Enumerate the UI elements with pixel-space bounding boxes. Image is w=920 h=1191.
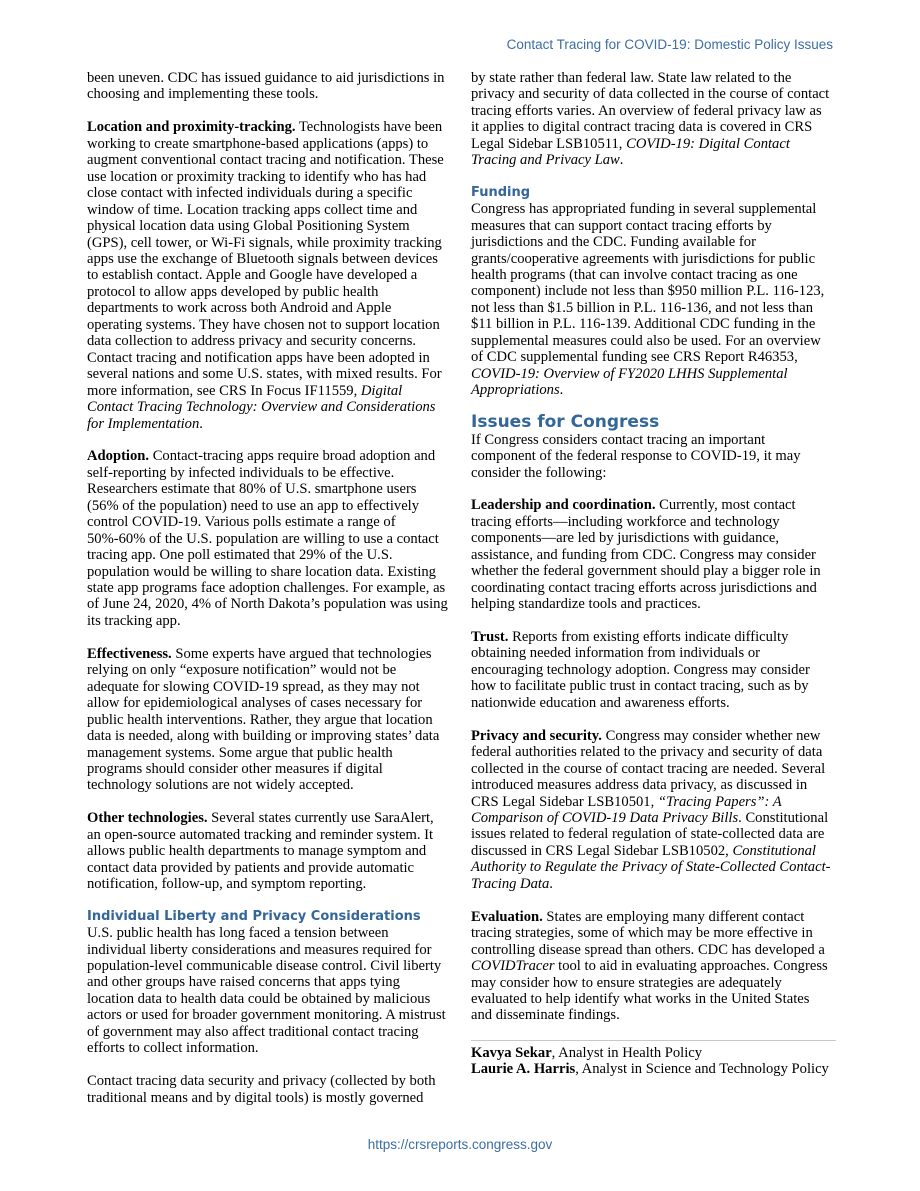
author-divider bbox=[471, 1040, 836, 1041]
paragraph-lead: Trust. bbox=[471, 629, 509, 646]
paragraph-leadership bbox=[471, 497, 833, 612]
paragraph-lead: Location and proximity-tracking. bbox=[87, 119, 296, 136]
paragraph-other-technologies bbox=[87, 810, 449, 892]
author-name: Kavya Sekar bbox=[471, 1044, 552, 1061]
left-column bbox=[87, 70, 449, 1106]
paragraph-continuation: been uneven. CDC has issued guidance to aid jurisdictions in choosing and implementing these tools. bbox=[87, 70, 445, 103]
running-header: Contact Tracing for COVID-19: Domestic Policy Issues bbox=[506, 37, 833, 52]
paragraph-state-law: by state rather than federal law. State law related to the privacy and security of data collected in the course of contact tracing efforts varies. An overview of federal privacy law as it applies to digital contract tracing data is covered in CRS Legal Sidebar LSB10511, COVID-19: Digital Contact Tracing and Privacy Law. bbox=[471, 70, 830, 169]
paragraph-body: Currently, most contact tracing efforts—including workforce and technology components—are led by jurisdictions with guidance, assistance, and funding from CDC. Congress may consider whether the federal government should play a bigger role in coordinating contact tracing efforts across jurisdictions and helping standardize tools and practices. bbox=[471, 497, 821, 613]
paragraph-data-security: Contact tracing data security and privacy (collected by both traditional means and by digital tools) is mostly governed bbox=[87, 1073, 436, 1106]
paragraph-lead: Privacy and security. bbox=[471, 727, 602, 744]
author-block bbox=[471, 1045, 833, 1078]
paragraph-body: Technologists have been working to create smartphone-based applications (apps) to augment conventional contact tracing and notification. These use location or proximity tracking to identify who has had close contact with infected individuals during a specific window of time. Location tracking apps collect time and physical location data using Global Positioning System (GPS), cell tower, or Wi-Fi signals, while proximity tracking apps use the exchange of Bluetooth signals between devices to establish contact. Apple and Google have developed a protocol to allow apps developed by public health departments to work across both Android and Apple operating systems. They have chosen not to support location data collection to address privacy and security concerns. Contact tracing and notification apps have been adopted in several nations and some U.S. states, with mixed results. For more information, see CRS In Focus IF11559, bbox=[87, 119, 444, 399]
paragraph-lead: Leadership and coordination. bbox=[471, 497, 656, 514]
paragraph-body: Several states currently use SaraAlert, an open-source automated tracking and reminder system. It allows public health departments to manage symptom and contact data provided by patients and provide automatic notification, follow-up, and symptom reporting. bbox=[87, 810, 434, 893]
section-heading-funding: Funding bbox=[471, 184, 531, 200]
paragraph-issues-intro: If Congress considers contact tracing an important component of the federal response to COVID-19, it may consider the following: bbox=[471, 431, 801, 481]
report-reference: COVID-19: Digital Contact Tracing and Privacy Law bbox=[471, 135, 790, 169]
report-reference: COVID-19: Overview of FY2020 LHHS Supplemental Appropriations bbox=[471, 365, 788, 399]
paragraph-body: Some experts have argued that technologies relying on only “exposure notification” would not be adequate for slowing COVID-19 spread, as they may not allow for epidemiological analyses of cases necessary for public health interventions. Rather, they argue that location data is needed, along with building or improving states’ data management systems. Some argue that public health programs should consider other measures if digital technology solutions are not widely accepted. bbox=[87, 645, 440, 794]
footer-url[interactable]: https://crsreports.congress.gov bbox=[367, 1137, 553, 1152]
author-line bbox=[471, 1061, 833, 1077]
paragraph-location-tracking: Location and proximity-tracking. Technologists have been working to create smartphone-based applications (apps) to augment conventional contact tracing and notification. These use location or proximity tracking to identify who has had close contact with infected individuals during a specific window of time. Location tracking apps collect time and physical location data using Global Positioning System (GPS), cell tower, or Wi-Fi signals, while proximity tracking apps use the exchange of Bluetooth signals between devices to establish contact. Apple and Google have developed a protocol to allow apps developed by public health departments to work across both Android and Apple operating systems. They have chosen not to support location data collection to address privacy and security concerns. Contact tracing and notification apps have been adopted in several nations and some U.S. states, with mixed results. For more information, see CRS In Focus IF11559, Digital Contact Tracing Technology: Overview and Considerations for Implementation. bbox=[87, 119, 444, 432]
author-line bbox=[471, 1045, 833, 1061]
paragraph-lead: Adoption. bbox=[87, 448, 150, 465]
paragraph-trust bbox=[471, 629, 833, 711]
paragraph-lead: Other technologies. bbox=[87, 810, 208, 827]
report-reference: “Tracing Papers”: A Comparison of COVID-19 Data Privacy Bills bbox=[471, 793, 782, 826]
section-heading-liberty-privacy: Individual Liberty and Privacy Considerations bbox=[87, 908, 421, 924]
author-name: Laurie A. Harris bbox=[471, 1061, 576, 1078]
paragraph-evaluation: Evaluation. States are employing many different contact tracing strategies, some of which may be more effective in controlling disease spread than others. CDC has developed a COVIDTracer tool to aid in evaluating approaches. Congress may consider how to ensure strategies are adequately evaluated to help identify what works in the United States and disseminate findings. bbox=[471, 908, 828, 1024]
author-title: , Analyst in Science and Technology Policy bbox=[575, 1061, 829, 1078]
right-column bbox=[471, 70, 833, 1078]
paragraph-lead: Effectiveness. bbox=[87, 645, 172, 662]
paragraph-effectiveness bbox=[87, 646, 449, 794]
paragraph-lead: Evaluation. bbox=[471, 908, 543, 925]
tool-name: COVIDTracer bbox=[471, 958, 555, 975]
paragraph-adoption bbox=[87, 448, 449, 629]
paragraph-privacy-security: Privacy and security. Congress may consider whether new federal authorities related to the privacy and security of data collected in the course of contact tracing are needed. Several introduced measures address data privacy, as discussed in CRS Legal Sidebar LSB10501, “Tracing Papers”: A Comparison of COVID-19 Data Privacy Bills. Constitutional issues related to federal regulation of state-collected data are discussed in CRS Legal Sidebar LSB10502, Constitutional Authority to Regulate the Privacy of State-Collected Contact-Tracing Data. bbox=[471, 727, 831, 892]
paragraph-funding: Congress has appropriated funding in several supplemental measures that can support contact tracing efforts by jurisdictions and the CDC. Funding available for grants/cooperative agreements with jurisdictions for public health programs (that can involve contact tracing as one component) include not less than $950 million P.L. 116-123, not less than $1.5 billion in P.L. 116-136, and not less than $11 billion in P.L. 116-139. Additional CDC funding in the supplemental measures could also be used. For an overview of CDC supplemental funding see CRS Report R46353, COVID-19: Overview of FY2020 LHHS Supplemental Appropriations. bbox=[471, 201, 825, 399]
paragraph-body: Reports from existing efforts indicate difficulty obtaining needed information from individuals or encouraging technology adoption. Congress may consider how to facilitate public trust in contact tracing, such as by nationwide education and awareness efforts. bbox=[471, 629, 810, 711]
report-reference: Digital Contact Tracing Technology: Overview and Considerations for Implementation bbox=[87, 382, 436, 432]
section-heading-issues-for-congress: Issues for Congress bbox=[471, 411, 660, 432]
author-title: , Analyst in Health Policy bbox=[551, 1044, 703, 1061]
paragraph-body: Contact-tracing apps require broad adoption and self-reporting by infected individuals to be effective. Researchers estimate that 80% of U.S. smartphone users (56% of the population) need to use an app to effectively control COVID-19. Various polls estimate a range of 50%-60% of the U.S. population are willing to use a contact tracing app. One poll estimated that 29% of the U.S. population would be willing to share location data. Existing state app programs face adoption challenges. For example, as of June 24, 2020, 4% of North Dakota’s population was using its tracking app. bbox=[87, 448, 448, 629]
paragraph-liberty: U.S. public health has long faced a tension between individual liberty considerations and measures required for population-level communicable disease control. Civil liberty and other groups have raised concerns that apps tying location data to health data could be obtained by malicious actors or used for broader government monitoring. A mistrust of government may also affect traditional contact tracing efforts to collect information. bbox=[87, 925, 446, 1057]
report-reference: Constitutional Authority to Regulate the Privacy of State-Collected Contact-Tracing Data bbox=[471, 842, 831, 892]
